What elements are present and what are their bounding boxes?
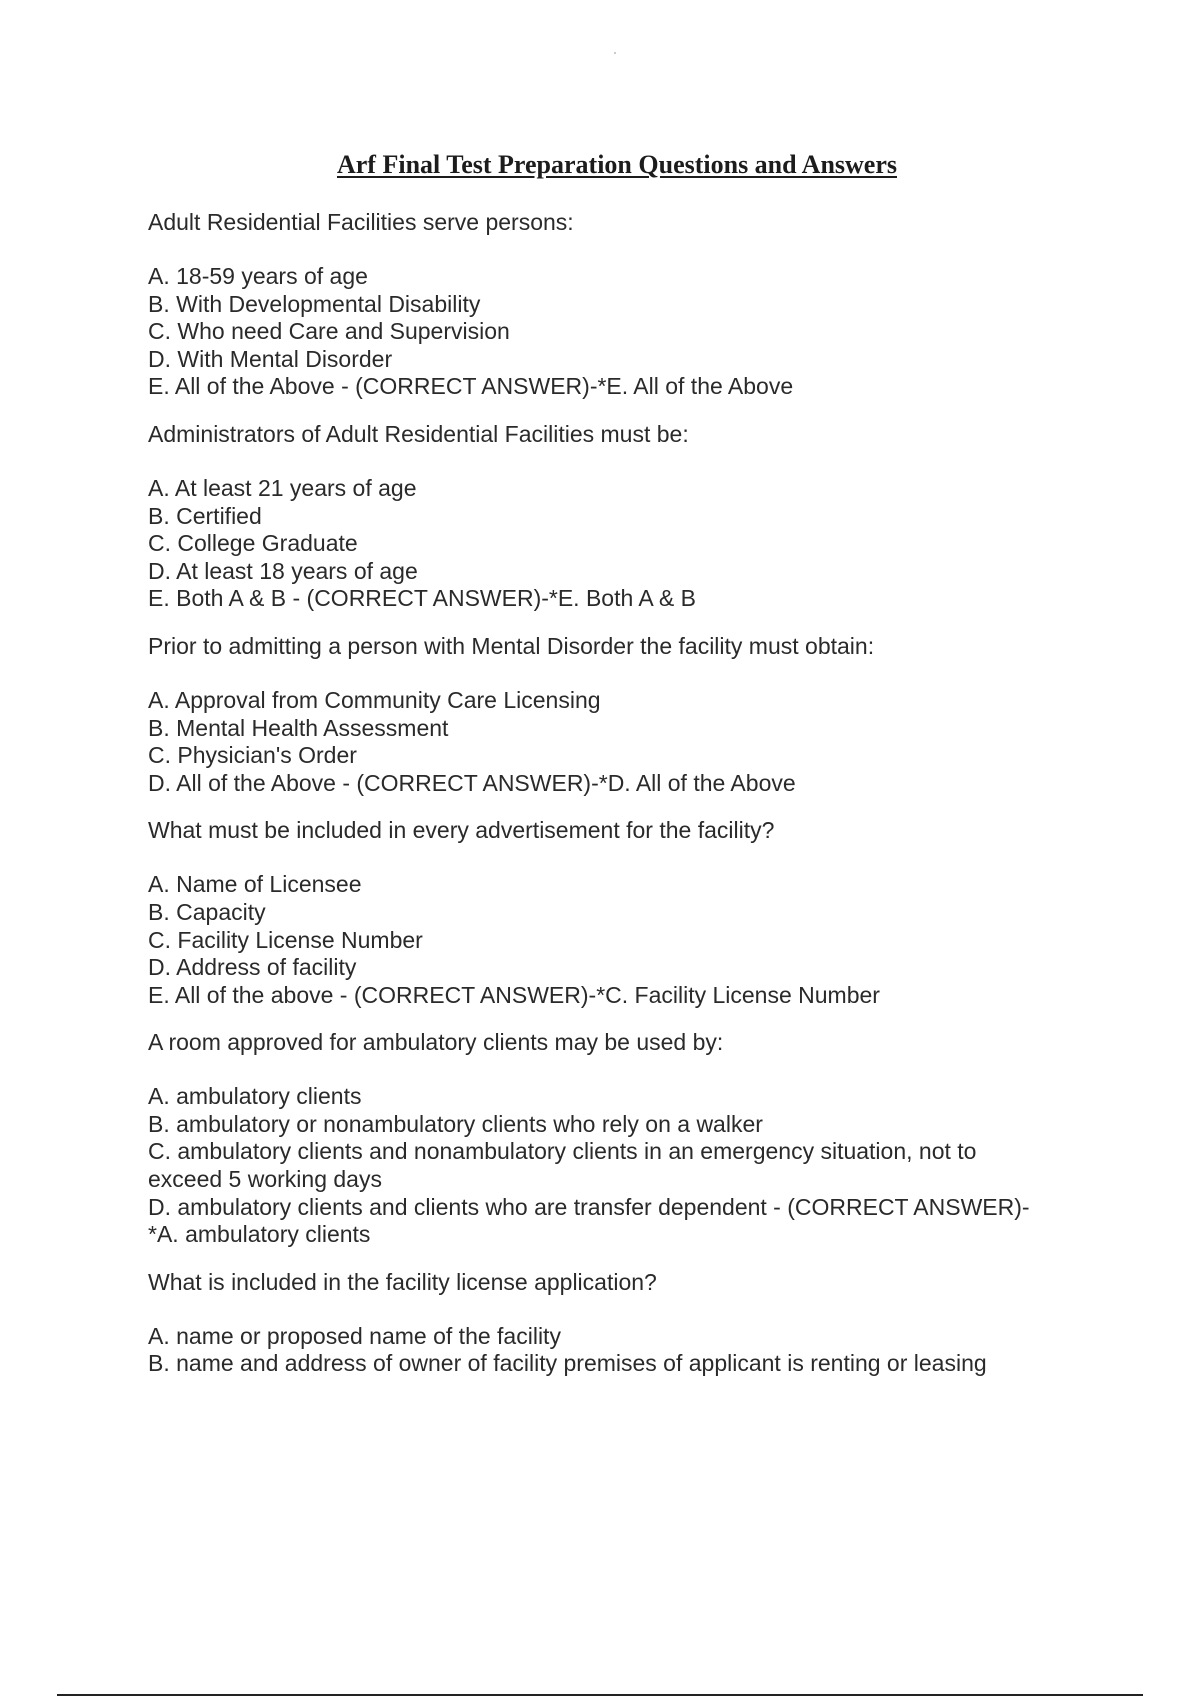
option-item: D. Address of facility xyxy=(148,954,357,981)
page-title: Arf Final Test Preparation Questions and Answers xyxy=(336,150,897,179)
question-text: What must be included in every advertisement for the facility? xyxy=(148,817,775,844)
option-item-answer: D. ambulatory clients and clients who are transfer dependent - (CORRECT ANSWER)-*A. ambulatory clients xyxy=(148,1193,1030,1248)
option-item: A. 18-59 years of age xyxy=(148,263,368,289)
option-item: B. With Developmental Disability xyxy=(148,290,481,317)
question-text: Administrators of Adult Residential Facilities must be: xyxy=(148,420,689,447)
question-block xyxy=(148,1028,1048,1249)
options-list xyxy=(148,1323,1048,1378)
question-block xyxy=(148,816,1048,1009)
question-block xyxy=(148,420,1048,613)
option-item: A. At least 21 years of age xyxy=(148,474,417,501)
question-text: What is included in the facility license application? xyxy=(148,1268,657,1295)
question-text: Adult Residential Facilities serve persons: xyxy=(148,209,574,235)
option-item: B. Certified xyxy=(148,502,262,529)
option-item-answer: E. All of the above - (CORRECT ANSWER)-*C. Facility License Number xyxy=(148,981,880,1008)
option-item: C. Facility License Number xyxy=(148,926,423,953)
options-list xyxy=(148,263,1048,401)
option-item-answer: E. Both A & B - (CORRECT ANSWER)-*E. Both A & B xyxy=(148,585,696,612)
option-item: C. College Graduate xyxy=(148,530,358,557)
option-item: C. Who need Care and Supervision xyxy=(148,318,510,345)
option-item: D. At least 18 years of age xyxy=(148,557,418,584)
options-list xyxy=(148,687,1048,797)
option-item-answer: E. All of the Above - (CORRECT ANSWER)-*E. All of the Above xyxy=(148,373,794,400)
options-list xyxy=(148,475,1048,613)
question-block xyxy=(148,1268,1048,1378)
question-block xyxy=(148,208,1048,401)
footer-divider xyxy=(57,1694,1143,1696)
option-item-answer: D. All of the Above - (CORRECT ANSWER)-*D. All of the Above xyxy=(148,769,796,796)
option-item: B. name and address of owner of facility premises of applicant is renting or leasing xyxy=(148,1350,987,1377)
option-item: D. With Mental Disorder xyxy=(148,345,393,372)
option-item: C. ambulatory clients and nonambulatory clients in an emergency situation, not to exceed 5 working days xyxy=(148,1138,977,1193)
option-item: A. Name of Licensee xyxy=(148,871,362,898)
option-item: C. Physician's Order xyxy=(148,742,357,769)
option-item: A. name or proposed name of the facility xyxy=(148,1322,561,1349)
question-block xyxy=(148,632,1048,797)
option-item: A. ambulatory clients xyxy=(148,1083,362,1110)
question-text: Prior to admitting a person with Mental Disorder the facility must obtain: xyxy=(148,632,875,659)
options-list xyxy=(148,871,1048,1009)
questions-list xyxy=(148,208,1048,1397)
scan-speck xyxy=(614,52,616,54)
option-item: B. ambulatory or nonambulatory clients who rely on a walker xyxy=(148,1110,763,1137)
options-list xyxy=(148,1083,1048,1249)
option-item: B. Capacity xyxy=(148,898,266,925)
question-text: A room approved for ambulatory clients may be used by: xyxy=(148,1029,724,1056)
option-item: A. Approval from Community Care Licensing xyxy=(148,686,601,713)
option-item: B. Mental Health Assessment xyxy=(148,714,449,741)
